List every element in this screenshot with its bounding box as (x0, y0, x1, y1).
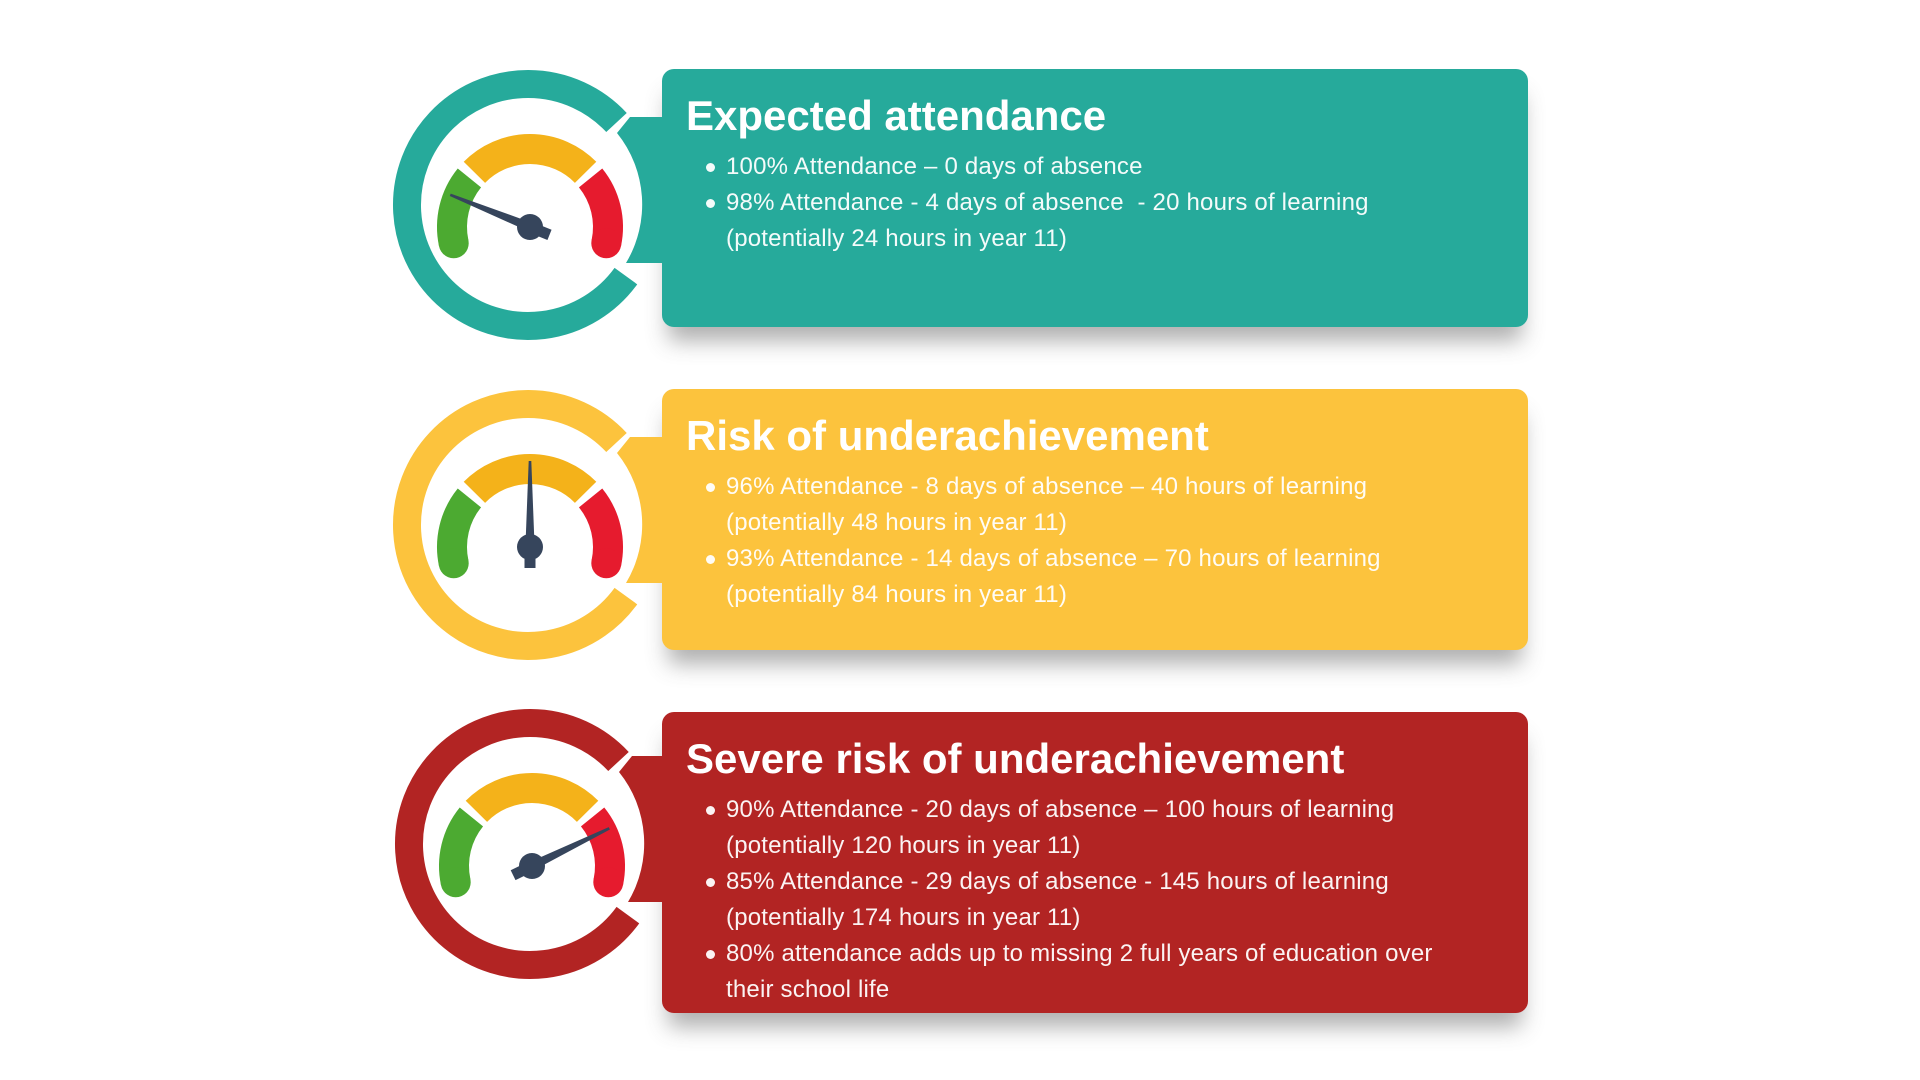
bullet-item (662, 541, 1528, 613)
bullet-line: 93% Attendance - 14 days of absence – 70 hours of learning (726, 545, 1381, 572)
bullet-dot-icon (706, 199, 715, 208)
gauge-needle-hub (517, 214, 543, 240)
bullet-line: 96% Attendance - 8 days of absence – 40 hours of learning (726, 473, 1368, 500)
attendance-card-expected-attendance (662, 69, 1528, 327)
card-connector-tab (619, 756, 680, 902)
bullet-line-continued: (potentially 84 hours in year 11) (726, 581, 1068, 608)
bullet-list (662, 469, 1528, 613)
gauge-amber-segment (476, 788, 587, 811)
bullet-dot-icon (706, 950, 715, 959)
attendance-card-severe-risk-of-underachievement (662, 712, 1528, 1013)
bullet-dot-icon (706, 806, 715, 815)
bullet-item (662, 185, 1528, 257)
bullet-line: 85% Attendance - 29 days of absence - 145 hours of learning (726, 868, 1389, 895)
bullet-line: 100% Attendance – 0 days of absence (726, 153, 1143, 180)
bullet-line: 98% Attendance - 4 days of absence - 20 hours of learning (726, 189, 1369, 216)
gauge-needle-hub (517, 534, 543, 560)
gauge-green-tip (441, 867, 471, 897)
bullet-item (662, 936, 1528, 1008)
gauge-red-tip (593, 867, 623, 897)
bullet-item (662, 149, 1528, 185)
attendance-gauge-icon (378, 55, 678, 355)
gauge-needle-hub (519, 853, 545, 879)
gauge-green-tip (439, 228, 469, 258)
gauge-red-tip (591, 548, 621, 578)
card-connector-tab (617, 437, 678, 583)
card-connector-tab (617, 117, 678, 263)
gauge-green-tip (439, 548, 469, 578)
bullet-list (662, 792, 1528, 1008)
bullet-line: 80% attendance adds up to missing 2 full years of education over (726, 940, 1433, 967)
gauge-red-tip (591, 228, 621, 258)
bullet-dot-icon (706, 163, 715, 172)
bullet-line-continued: (potentially 48 hours in year 11) (726, 509, 1068, 536)
card-title: Risk of underachievement (686, 412, 1209, 459)
bullet-line-continued: (potentially 24 hours in year 11) (726, 225, 1068, 252)
bullet-list (662, 149, 1528, 257)
card-title: Severe risk of underachievement (686, 735, 1345, 782)
attendance-gauge-icon (378, 375, 678, 675)
attendance-card-risk-of-underachievement (662, 389, 1528, 650)
bullet-dot-icon (706, 555, 715, 564)
gauge-amber-segment (474, 149, 585, 172)
bullet-item (662, 864, 1528, 936)
bullet-line: 90% Attendance - 20 days of absence – 100 hours of learning (726, 796, 1395, 823)
bullet-line-continued: their school life (726, 976, 890, 1003)
bullet-line-continued: (potentially 174 hours in year 11) (726, 904, 1081, 931)
bullet-dot-icon (706, 483, 715, 492)
bullet-dot-icon (706, 878, 715, 887)
attendance-gauge-icon (380, 694, 680, 994)
bullet-item (662, 469, 1528, 541)
card-title: Expected attendance (686, 92, 1107, 139)
bullet-line-continued: (potentially 120 hours in year 11) (726, 832, 1081, 859)
bullet-item (662, 792, 1528, 864)
